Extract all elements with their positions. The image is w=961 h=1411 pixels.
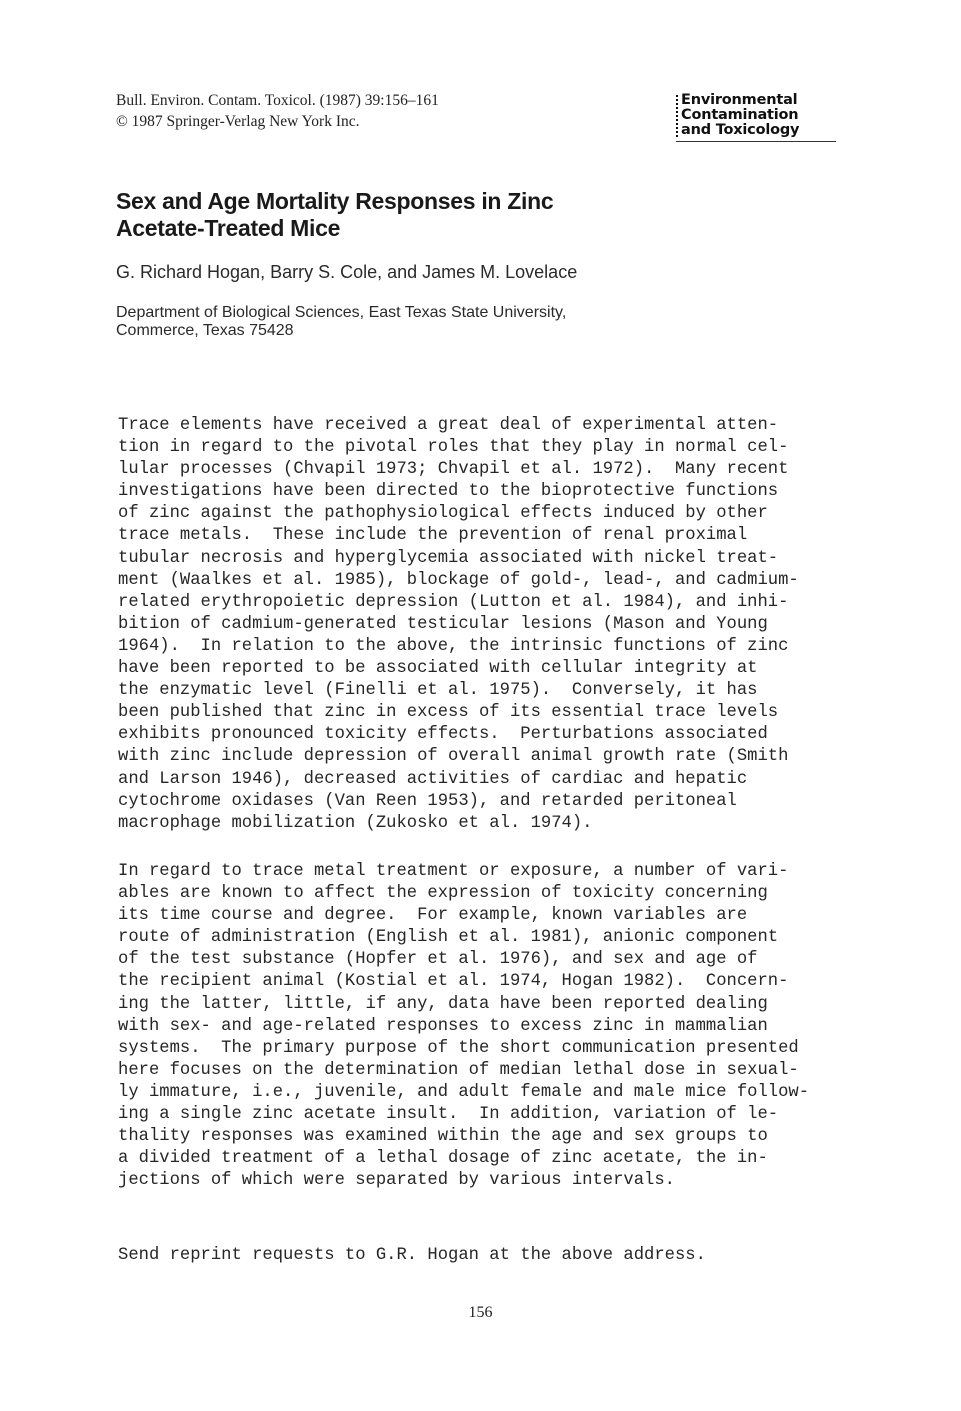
page-number: 156 xyxy=(468,1304,493,1321)
body-paragraph-1: Trace elements have received a great deal of experimental atten- tion in regard to the pivotal roles that they play in normal cel- lular processes (Chvapil 1973; Chvapil et al. 1972). Many recent investigations have been directed to the bioprotective functions of zinc against the pathophysiological effects induced by other trace metals. These include the prevention of renal proximal tubular necrosis and hyperglycemia associated with nickel treat- ment (Waalkes et al. 1985), blockage of gold-, lead-, and cadmium- related erythropoietic depression (Lutton et al. 1984), and inhi- bition of cadmium-generated testicular lesions (Mason and Young 1964). In relation to the above, the intrinsic functions of zinc have been reported to be associated with cellular integrity at the enzymatic level (Finelli et al. 1975). Conversely, it has been published that zinc in excess of its essential trace levels exhibits pronounced toxicity effects. Perturbations associated with zinc include depression of overall animal growth rate (Smith and Larson 1946), decreased activities of cardiac and hepatic cytochrome oxidases (Van Reen 1953), and retarded peritoneal macrophage mobilization (Zukosko et al. 1974). xyxy=(118,416,799,833)
logo-line-1: Environmental xyxy=(681,92,798,108)
copyright-line: © 1987 Springer-Verlag New York Inc. xyxy=(116,113,360,130)
title-line-2: Acetate-Treated Mice xyxy=(116,215,341,241)
affiliation xyxy=(116,304,736,340)
journal-logo xyxy=(676,93,836,142)
logo-line-3: and Toxicology xyxy=(681,122,800,138)
reprint-note: Send reprint requests to G.R. Hogan at the above address. xyxy=(118,1246,706,1265)
article-title xyxy=(116,188,736,242)
logo-line-2: Contamination xyxy=(681,107,799,123)
affiliation-line-2: Commerce, Texas 75428 xyxy=(116,322,294,339)
author-list: G. Richard Hogan, Barry S. Cole, and James M. Lovelace xyxy=(116,262,578,282)
body-paragraph-2: In regard to trace metal treatment or exposure, a number of vari- ables are known to affect the expression of toxicity concerning its time course and degree. For example, known variables are route of administration (English et al. 1981), anionic component of the test substance (Hopfer et al. 1976), and sex and age of the recipient animal (Kostial et al. 1974, Hogan 1982). Concern- ing the latter, little, if any, data have been reported dealing with sex- and age-related responses to excess zinc in mammalian systems. The primary purpose of the short communication presented here focuses on the determination of median lethal dose in sexual- ly immature, i.e., juvenile, and adult female and male mice follow- ing a single zinc acetate insult. In addition, variation of le- thality responses was examined within the age and sex groups to a divided treatment of a lethal dosage of zinc acetate, the in- jections of which were separated by various intervals. xyxy=(118,862,810,1191)
citation-line: Bull. Environ. Contam. Toxicol. (1987) 39:156–161 xyxy=(116,92,439,109)
title-line-1: Sex and Age Mortality Responses in Zinc xyxy=(116,188,554,214)
affiliation-line-1: Department of Biological Sciences, East Texas State University, xyxy=(116,304,567,321)
journal-citation xyxy=(116,90,439,132)
